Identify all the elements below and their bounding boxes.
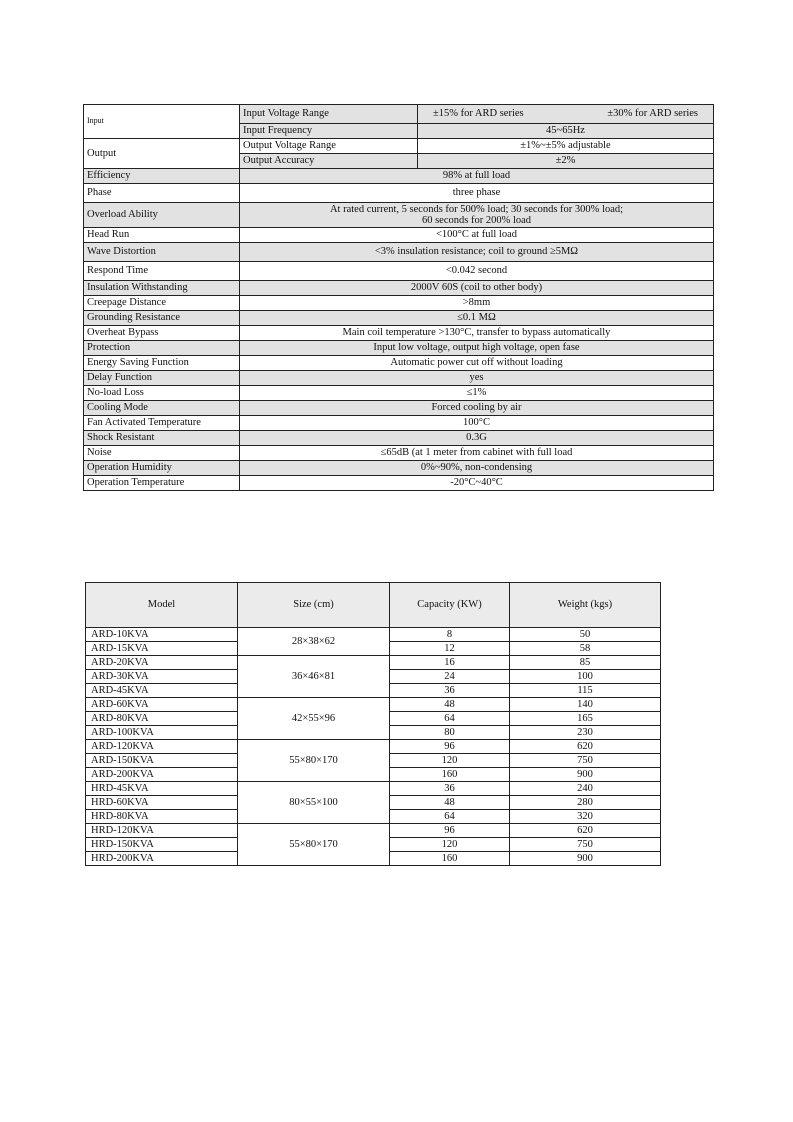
model-capacity: 96 <box>390 824 510 838</box>
model-weight: 620 <box>510 740 661 754</box>
creepage-distance-value: >8mm <box>240 296 714 311</box>
model-weight: 320 <box>510 810 661 824</box>
model-size: 55×80×170 <box>238 824 390 866</box>
spec-row-fan-activated-temperature <box>84 416 714 431</box>
output-accuracy-label: Output Accuracy <box>240 154 418 169</box>
spec-row-noise <box>84 446 714 461</box>
model-name: ARD-120KVA <box>86 740 238 754</box>
cooling-mode-label: Cooling Mode <box>84 401 240 416</box>
operation-temperature-label: Operation Temperature <box>84 476 240 491</box>
model-weight: 85 <box>510 656 661 670</box>
model-capacity: 16 <box>390 656 510 670</box>
grounding-resistance-label: Grounding Resistance <box>84 311 240 326</box>
header-weight: Weight (kgs) <box>510 583 661 628</box>
overheat-bypass-value: Main coil temperature >130°C, transfer to bypass automatically <box>240 326 714 341</box>
model-table-header <box>86 583 661 628</box>
model-capacity: 48 <box>390 796 510 810</box>
model-capacity: 160 <box>390 852 510 866</box>
model-row <box>86 740 661 754</box>
protection-label: Protection <box>84 341 240 356</box>
model-capacity: 120 <box>390 754 510 768</box>
model-weight: 750 <box>510 754 661 768</box>
model-weight: 50 <box>510 628 661 642</box>
model-weight: 115 <box>510 684 661 698</box>
model-weight: 900 <box>510 852 661 866</box>
header-model: Model <box>86 583 238 628</box>
overload-ability-text-2: 60 seconds for 200% load <box>421 215 532 226</box>
spec-row-grounding-resistance <box>84 311 714 326</box>
input-voltage-range-label: Input Voltage Range <box>240 105 418 124</box>
overload-ability-text-1: At rated current, 5 seconds for 500% load; 30 seconds for 300% load; <box>329 203 624 215</box>
input-frequency-label: Input Frequency <box>240 124 418 139</box>
protection-value: Input low voltage, output high voltage, open fase <box>240 341 714 356</box>
model-weight: 100 <box>510 670 661 684</box>
creepage-distance-label: Creepage Distance <box>84 296 240 311</box>
energy-saving-value: Automatic power cut off without loading <box>240 356 714 371</box>
spec-row-wave-distortion <box>84 243 714 262</box>
model-row <box>86 824 661 838</box>
model-table-body <box>86 628 661 866</box>
noise-label: Noise <box>84 446 240 461</box>
insulation-withstanding-label: Insulation Withstanding <box>84 281 240 296</box>
model-name: ARD-80KVA <box>86 712 238 726</box>
spec-row-respond-time <box>84 262 714 281</box>
model-row <box>86 628 661 642</box>
model-row <box>86 782 661 796</box>
efficiency-value: 98% at full load <box>240 169 714 184</box>
input-group-label: Input <box>84 105 240 139</box>
output-voltage-range-value: ±1%~±5% adjustable <box>418 139 714 154</box>
efficiency-label: Efficiency <box>84 169 240 184</box>
model-name: ARD-200KVA <box>86 768 238 782</box>
operation-humidity-label: Operation Humidity <box>84 461 240 476</box>
model-weight: 230 <box>510 726 661 740</box>
model-name: ARD-60KVA <box>86 698 238 712</box>
model-name: HRD-150KVA <box>86 838 238 852</box>
cooling-mode-value: Forced cooling by air <box>240 401 714 416</box>
spec-row-energy-saving <box>84 356 714 371</box>
model-capacity: 120 <box>390 838 510 852</box>
spec-row-shock-resistant <box>84 431 714 446</box>
noise-value: ≤65dB (at 1 meter from cabinet with full load <box>240 446 714 461</box>
wave-distortion-label: Wave Distortion <box>84 243 240 262</box>
spec-row-no-load-loss <box>84 386 714 401</box>
spec-row-operation-temperature <box>84 476 714 491</box>
model-capacity: 80 <box>390 726 510 740</box>
spec-row-output-voltage-range <box>84 139 714 154</box>
model-weight: 140 <box>510 698 661 712</box>
spec-row-insulation-withstanding <box>84 281 714 296</box>
model-capacity: 24 <box>390 670 510 684</box>
model-table <box>85 582 661 866</box>
model-capacity: 96 <box>390 740 510 754</box>
spec-row-creepage-distance <box>84 296 714 311</box>
model-capacity: 8 <box>390 628 510 642</box>
header-size: Size (cm) <box>238 583 390 628</box>
spec-row-overload-ability <box>84 203 714 228</box>
header-capacity: Capacity (KW) <box>390 583 510 628</box>
model-name: ARD-30KVA <box>86 670 238 684</box>
respond-time-label: Respond Time <box>84 262 240 281</box>
output-group-label: Output <box>84 139 240 169</box>
model-weight: 58 <box>510 642 661 656</box>
model-name: HRD-80KVA <box>86 810 238 824</box>
phase-value: three phase <box>240 184 714 203</box>
spec-row-efficiency <box>84 169 714 184</box>
input-voltage-range-ard-30: ±30% for ARD series <box>607 108 698 120</box>
model-capacity: 64 <box>390 712 510 726</box>
head-run-label: Head Run <box>84 228 240 243</box>
model-size: 28×38×62 <box>238 628 390 656</box>
model-capacity: 36 <box>390 782 510 796</box>
overload-ability-label: Overload Ability <box>84 203 240 228</box>
no-load-loss-label: No-load Loss <box>84 386 240 401</box>
overheat-bypass-label: Overheat Bypass <box>84 326 240 341</box>
model-row <box>86 698 661 712</box>
spec-row-head-run <box>84 228 714 243</box>
shock-resistant-value: 0.3G <box>240 431 714 446</box>
model-size: 55×80×170 <box>238 740 390 782</box>
overload-ability-value <box>240 203 714 228</box>
fan-activated-temperature-value: 100°C <box>240 416 714 431</box>
model-weight: 620 <box>510 824 661 838</box>
spec-row-delay-function <box>84 371 714 386</box>
input-voltage-range-ard-15: ±15% for ARD series <box>433 108 524 120</box>
input-frequency-value: 45~65Hz <box>418 124 714 139</box>
model-capacity: 48 <box>390 698 510 712</box>
delay-function-value: yes <box>240 371 714 386</box>
model-weight: 240 <box>510 782 661 796</box>
model-name: ARD-15KVA <box>86 642 238 656</box>
model-row <box>86 656 661 670</box>
operation-humidity-value: 0%~90%, non-condensing <box>240 461 714 476</box>
model-size: 42×55×96 <box>238 698 390 740</box>
grounding-resistance-value: ≤0.1 MΩ <box>240 311 714 326</box>
model-capacity: 36 <box>390 684 510 698</box>
fan-activated-temperature-label: Fan Activated Temperature <box>84 416 240 431</box>
spec-row-protection <box>84 341 714 356</box>
model-capacity: 160 <box>390 768 510 782</box>
head-run-value: <100°C at full load <box>240 228 714 243</box>
model-name: ARD-20KVA <box>86 656 238 670</box>
respond-time-value: <0.042 second <box>240 262 714 281</box>
model-weight: 165 <box>510 712 661 726</box>
output-accuracy-value: ±2% <box>418 154 714 169</box>
spec-row-operation-humidity <box>84 461 714 476</box>
model-size: 80×55×100 <box>238 782 390 824</box>
model-name: HRD-45KVA <box>86 782 238 796</box>
spec-row-input-voltage-range <box>84 105 714 124</box>
model-weight: 750 <box>510 838 661 852</box>
wave-distortion-value: <3% insulation resistance; coil to ground ≥5MΩ <box>240 243 714 262</box>
spec-row-phase <box>84 184 714 203</box>
model-weight: 900 <box>510 768 661 782</box>
model-capacity: 12 <box>390 642 510 656</box>
model-name: ARD-100KVA <box>86 726 238 740</box>
model-capacity: 64 <box>390 810 510 824</box>
shock-resistant-label: Shock Resistant <box>84 431 240 446</box>
model-name: ARD-45KVA <box>86 684 238 698</box>
spec-row-overheat-bypass <box>84 326 714 341</box>
specification-table <box>83 104 714 491</box>
energy-saving-label: Energy Saving Function <box>84 356 240 371</box>
insulation-withstanding-value: 2000V 60S (coil to other body) <box>240 281 714 296</box>
model-name: HRD-120KVA <box>86 824 238 838</box>
output-voltage-range-label: Output Voltage Range <box>240 139 418 154</box>
operation-temperature-value: -20°C~40°C <box>240 476 714 491</box>
model-name: ARD-150KVA <box>86 754 238 768</box>
model-name: HRD-200KVA <box>86 852 238 866</box>
no-load-loss-value: ≤1% <box>240 386 714 401</box>
model-size: 36×46×81 <box>238 656 390 698</box>
delay-function-label: Delay Function <box>84 371 240 386</box>
spec-row-cooling-mode <box>84 401 714 416</box>
input-voltage-range-value <box>418 105 714 124</box>
model-weight: 280 <box>510 796 661 810</box>
phase-label: Phase <box>84 184 240 203</box>
model-name: ARD-10KVA <box>86 628 238 642</box>
model-name: HRD-60KVA <box>86 796 238 810</box>
